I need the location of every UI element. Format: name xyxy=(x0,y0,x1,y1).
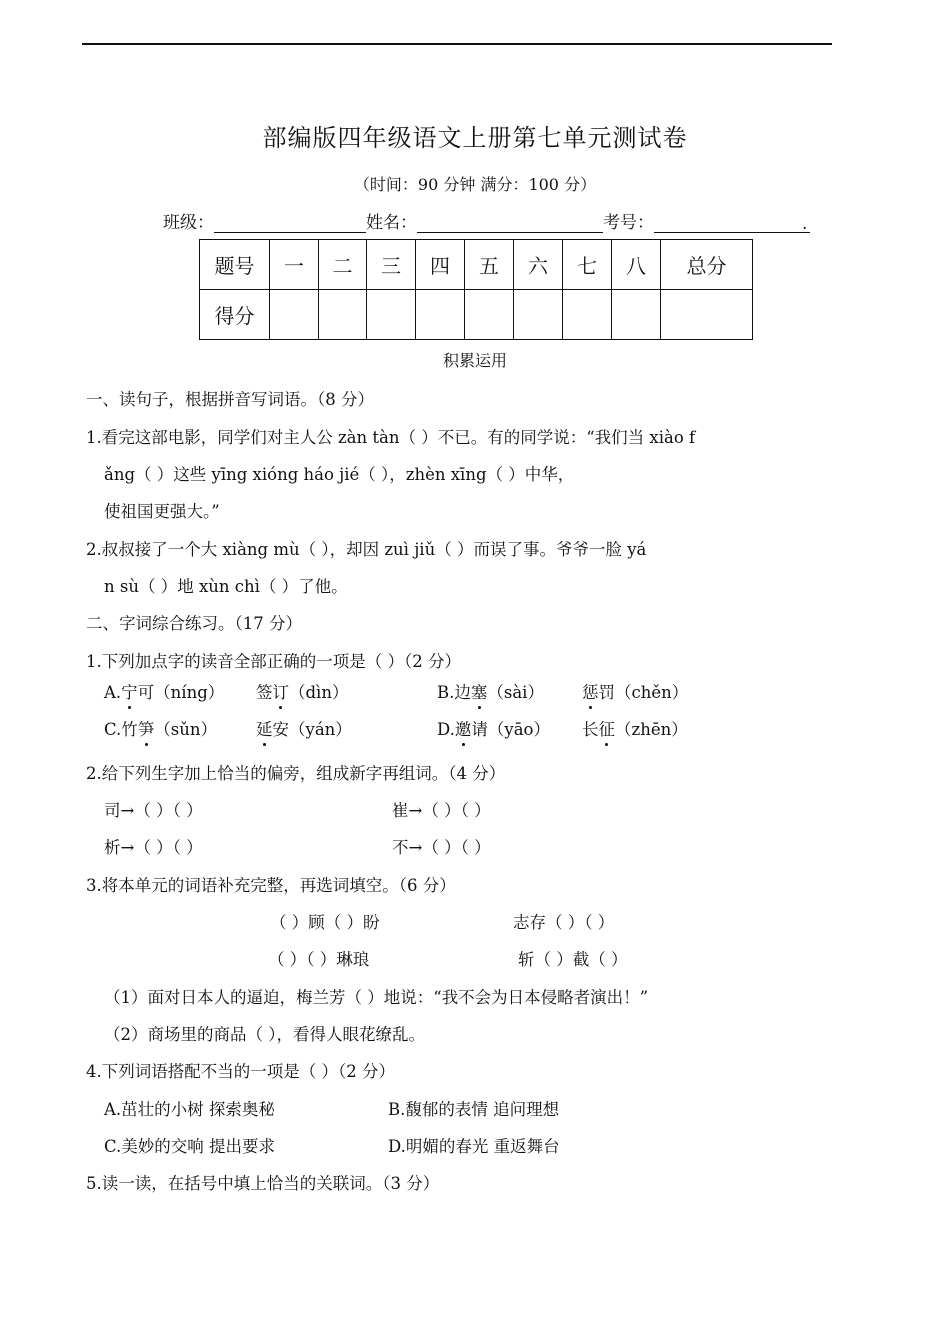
score-cell[interactable] xyxy=(612,290,661,340)
score-table-header-row xyxy=(200,240,753,290)
q2-4-option: D.明媚的春光 重返舞台 xyxy=(388,1137,560,1156)
q2-2-item: 司→（ ）（ ） xyxy=(104,801,203,820)
option-text: B.边 xyxy=(437,683,471,702)
score-header-cell: 四 xyxy=(416,240,465,290)
student-info-line xyxy=(163,208,810,233)
score-table xyxy=(199,239,753,340)
q2-1-option-b xyxy=(437,679,544,703)
q2-4-option: C.美妙的交响 提出要求 xyxy=(104,1137,276,1156)
option-text: 安（yán） xyxy=(272,720,352,739)
q2-1-option-d2 xyxy=(582,716,688,740)
q1-line: n sù（ ）地 xùn chì（ ）了他。 xyxy=(104,577,348,596)
dotted-char: 塞 xyxy=(471,679,488,703)
score-table-score-row xyxy=(200,290,753,340)
q2-3-word: 斩（ ）截（ ） xyxy=(518,950,628,969)
score-header-cell: 一 xyxy=(270,240,319,290)
q2-2-item: 析→（ ）（ ） xyxy=(104,838,203,857)
option-text: 长 xyxy=(582,720,599,739)
option-text: （dìn） xyxy=(289,683,349,702)
q2-heading: 二、字词综合练习。（17 分） xyxy=(86,614,302,633)
q2-3-word: （ ）（ ）琳琅 xyxy=(268,950,370,969)
q2-3-stem: 3.将本单元的词语补充完整，再选词填空。（6 分） xyxy=(86,876,456,895)
q2-4-stem: 4.下列词语搭配不当的一项是（ ）（2 分） xyxy=(86,1062,395,1081)
q2-4-option: B.馥郁的表情 追问理想 xyxy=(388,1100,560,1119)
dotted-char: 笋 xyxy=(138,716,155,740)
dotted-char: 惩 xyxy=(582,679,599,703)
score-header-cell: 六 xyxy=(514,240,563,290)
q2-1-option-b2 xyxy=(582,679,688,703)
score-header-cell: 总分 xyxy=(661,240,753,290)
score-cell[interactable] xyxy=(661,290,753,340)
q2-4-option: A.茁壮的小树 探索奥秘 xyxy=(104,1100,275,1119)
option-text: C.竹 xyxy=(104,720,138,739)
q1-heading: 一、读句子，根据拼音写词语。（8 分） xyxy=(86,390,374,409)
score-cell[interactable] xyxy=(465,290,514,340)
q1-line: 使祖国更强大。” xyxy=(104,502,220,521)
q2-2-stem: 2.给下列生字加上恰当的偏旁，组成新字再组词。（4 分） xyxy=(86,764,506,783)
score-cell[interactable] xyxy=(367,290,416,340)
q1-line: ǎng（ ）这些 yīng xióng háo jié（ ），zhèn xīng（ ）中华， xyxy=(104,465,575,484)
score-header-cell: 题号 xyxy=(200,240,270,290)
option-text: 罚（chěn） xyxy=(598,683,689,702)
option-text: （sài） xyxy=(487,683,544,702)
q1-line: 1.看完这部电影，同学们对主人公 zàn tàn（ ）不已。有的同学说：“我们当 xiào f xyxy=(86,428,696,447)
score-header-cell: 五 xyxy=(465,240,514,290)
q2-2-item: 不→（ ）（ ） xyxy=(392,838,491,857)
exam-title: 部编版四年级语文上册第七单元测试卷 xyxy=(262,124,688,152)
q2-3-word: （ ）顾（ ）盼 xyxy=(270,913,380,932)
exam-no-end: . xyxy=(802,214,810,233)
option-text: 可（níng） xyxy=(137,683,225,702)
option-text: （sǔn） xyxy=(154,720,218,739)
q2-3-fill: （2）商场里的商品（ ），看得人眼花缭乱。 xyxy=(104,1025,425,1044)
section-label: 积累运用 xyxy=(442,351,507,370)
exam-no-label: 考号： xyxy=(603,213,654,233)
q2-1-option-a2 xyxy=(256,679,348,703)
option-text: （zhēn） xyxy=(615,720,688,739)
option-text: 请（yāo） xyxy=(471,720,550,739)
dotted-char: 宁 xyxy=(121,679,138,703)
dotted-char: 延 xyxy=(256,716,273,740)
name-field[interactable] xyxy=(417,214,603,233)
q2-1-option-c xyxy=(104,716,217,740)
score-row-label: 得分 xyxy=(200,290,270,340)
option-text: D. xyxy=(437,720,455,739)
score-header-cell: 七 xyxy=(563,240,612,290)
option-text: 签 xyxy=(256,683,273,702)
q1-line: 2.叔叔接了一个大 xiàng mù（ ），却因 zuì jiǔ（ ）而误了事。爷爷一脸 yá xyxy=(86,540,647,559)
q2-1-option-a xyxy=(104,679,224,703)
q2-3-fill: （1）面对日本人的逼迫，梅兰芳（ ）地说：“我不会为日本侵略者演出！” xyxy=(104,988,649,1007)
q2-1-option-d xyxy=(437,716,550,740)
option-prefix: A. xyxy=(104,683,122,702)
class-field[interactable] xyxy=(214,214,366,233)
score-cell[interactable] xyxy=(514,290,563,340)
exam-subtitle: （时间：90 分钟 满分：100 分） xyxy=(353,175,597,194)
q2-2-item: 崔→（ ）（ ） xyxy=(392,801,491,820)
score-cell[interactable] xyxy=(563,290,612,340)
class-label: 班级： xyxy=(163,213,214,233)
score-cell[interactable] xyxy=(319,290,367,340)
q2-3-word: 志存（ ）（ ） xyxy=(513,913,615,932)
score-header-cell: 八 xyxy=(612,240,661,290)
score-header-cell: 二 xyxy=(319,240,367,290)
header-rule xyxy=(82,43,832,45)
exam-no-field[interactable] xyxy=(654,214,802,233)
q2-1-option-c2 xyxy=(256,716,352,740)
dotted-char: 征 xyxy=(599,716,616,740)
score-header-cell: 三 xyxy=(367,240,416,290)
name-label: 姓名： xyxy=(366,213,417,233)
q2-5-stem: 5.读一读，在括号中填上恰当的关联词。（3 分） xyxy=(86,1174,440,1193)
dotted-char: 订 xyxy=(273,679,290,703)
dotted-char: 邀 xyxy=(455,716,472,740)
score-cell[interactable] xyxy=(416,290,465,340)
score-cell[interactable] xyxy=(270,290,319,340)
q2-1-stem: 1.下列加点字的读音全部正确的一项是（ ）（2 分） xyxy=(86,652,461,671)
